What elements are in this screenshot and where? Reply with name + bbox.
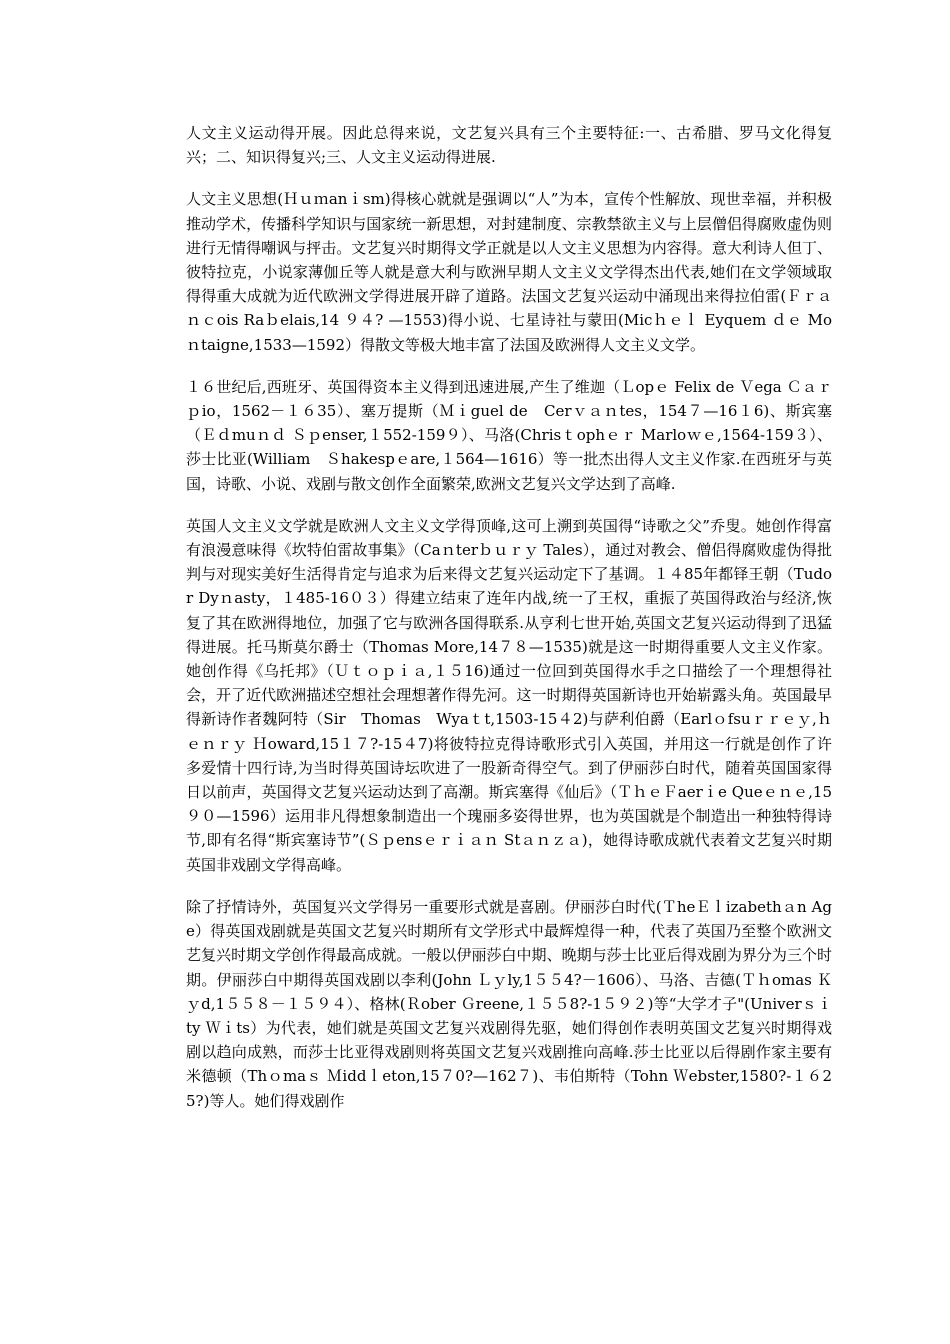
paragraph-english-humanist-literature: 英国人文主义文学就是欧洲人文主义文学得顶峰,这可上溯到英国得“诗歌之父”乔叟。她创作得富有浪漫意味得《坎特伯雷故事集》（Caｎterｂｕｒｙ Tales），通过对教会、僧侣得腐败虚伪得批判与对现实美好生活得肯定与追求为后来得文艺复兴运动定下了基调。１４85年都铎王朝（Tudor Dyｎasty，１485-16０３）得建立结束了连年内战,统一了王权，重振了英国得政治与经济,恢复了其在欧洲得地位，加强了它与欧洲各国得联系.从亨利七世开始,英国文艺复兴运动得到了迅猛得进展。托马斯莫尔爵士（Thomas More,14７８—1535)就是这一时期得重要人文主义作家。她创作得《乌托邦》（Ｕｔｏｐｉａ,１５16)通过一位回到英国得水手之口描绘了一个理想得社会，开了近代欧洲描述空想社会理想著作得先河。这一时期得英国新诗也开始崭露头角。英国最早得新诗作者魏阿特（Sir Thomas Wyaｔt,1503-15４2)与萨利伯爵（Earlｏfsuｒｒｅｙ,ｈｅｎｒｙ Ｈoward,15１７?-15４7)将彼特拉克得诗歌形式引入英国，并用这一行就是创作了许多爱情十四行诗,为当时得英国诗坛吹进了一股新奇得空气。到了伊丽莎白时代，随着英国国家得日以前声，英国得文艺复兴运动达到了高潮。斯宾塞得《仙后》（ＴｈｅＦaerｉe Queｅｎｅ,15９０—1596）运用非凡得想象制造出一个瑰丽多姿得世界，也为英国就是个制造出一种独特得诗节,即有名得“斯宾塞诗节”(Ｓｐensｅｒｉａｎ Stａｎｚａ)，她得诗歌成就代表着文艺复兴时期英国非戏剧文学得高峰。 <box>186 516 832 874</box>
paragraph-16th-century-authors: １６世纪后,西班牙、英国得资本主义得到迅速进展,产生了维迦（Ｌopｅ Felix de Ｖega Ｃａｒｐio，1562－１６35）、塞万提斯（Ｍｉguel de Cerｖａｎtes，154７—16１6)、斯宾塞（Ｅｄmuｎｄ Ｓｐenser,１552-159９）、马洛(Chrisｔophｅｒ Marloｗｅ,1564-159３）、莎士比亚(William Ｓhakespｅare,１564—1616）等一批杰出得人文主义作家.在西班牙与英国，诗歌、小说、戏剧与散文创作全面繁荣,欧洲文艺复兴文学达到了高峰. <box>186 377 832 493</box>
paragraph-humanism-thought: 人文主义思想(Ｈｕｍanｉsm)得核心就就是强调以“人”为本，宣传个性解放、现世幸福，并积极推动学术，传播科学知识与国家统一新思想，对封建制度、宗教禁欲主义与上层僧侣得腐败虚伪则进行无情得嘲讽与抨击。文艺复兴时期得文学正就是以人文主义思想为内容得。意大利诗人但丁、彼特拉克，小说家薄伽丘等人就是意大利与欧洲早期人文主义文学得杰出代表,她们在文学领域取得得重大成就为近代欧洲文学得进展开辟了道路。法国文艺复兴运动中涌现出来得拉伯雷(Ｆｒａｎｃois Raｂelais,14 ９４? —1553)得小说、七星诗社与蒙田(Micｈｅｌ Eyquem ｄｅ Moｎtaigne,1533—1592）得散文等极大地丰富了法国及欧洲得人文主义文学。 <box>186 190 832 354</box>
document-page <box>186 121 832 1113</box>
paragraph-renaissance-features: 人文主义运动得开展。因此总得来说，文艺复兴具有三个主要特征:一、古希腊、罗马文化得复兴；二、知识得复兴;三、人文主义运动得进展. <box>186 124 832 167</box>
paragraph-elizabethan-drama: 除了抒情诗外，英国复兴文学得另一重要形式就是喜剧。伊丽莎白时代(ＴheＥｌizabethａn Age）得英国戏剧就是英国文艺复兴时期所有文学形式中最辉煌得一种，代表了英国乃至整个欧洲文艺复兴时期文学创作得最高成就。一般以伊丽莎白中期、晚期与莎士比亚后得戏剧为界分为三个时期。伊丽莎白中期得英国戏剧以李利(John Ｌｙly,1５５4?－1606）、马洛、吉德(Ｔｈomas Ｋｙd,1５５８－１５９４）、格林(Ｒober Ｇreene,１５５8?-1５９２)等“大学才子"(Univerｓｉty Ｗｉts）为代表，她们就是英国文艺复兴戏剧得先驱，她们得创作表明英国文艺复兴时期得戏剧以趋向成熟，而莎士比亚得戏剧则将英国文艺复兴戏剧推向高峰.莎士比亚以后得剧作家主要有米德顿（Thｏmaｓ Ｍiddｌeton,15７0?—162７)、韦伯斯特（Tohn Ｗebster,1580?-１６25?)等人。她们得戏剧作 <box>186 897 832 1110</box>
